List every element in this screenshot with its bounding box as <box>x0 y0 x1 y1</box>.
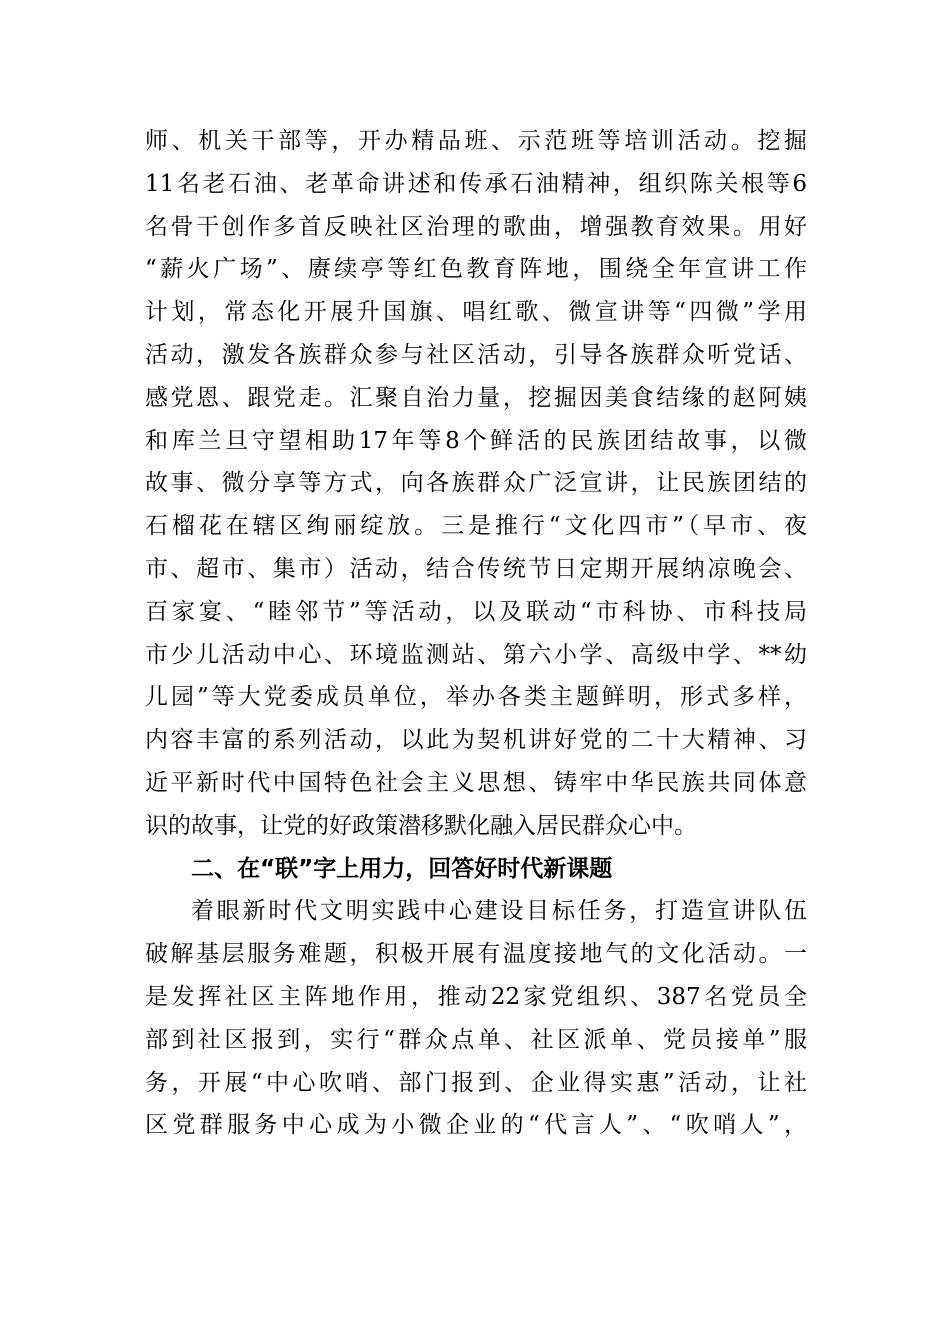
text-line: 名骨干创作多首反映社区治理的歌曲，增强教育效果。用好 <box>145 213 807 240</box>
text-line: 石榴花在辖区绚丽绽放。三是推行“文化四市”（早市、夜 <box>145 513 807 540</box>
text-line: 市、超市、集市）活动，结合传统节日定期开展纳凉晚会、 <box>145 555 807 582</box>
text-line: 师、机关干部等，开办精品班、示范班等培训活动。挖掘 <box>145 128 807 154</box>
text-line: 是发挥社区主阵地作用，推动22家党组织、387名党员全 <box>145 983 807 1010</box>
text-line: 计划，常态化开展升国旗、唱红歌、微宣讲等“四微”学用 <box>145 299 807 326</box>
text-line: 部到社区报到，实行“群众点单、社区派单、党员接单”服 <box>145 1026 807 1053</box>
text-line: 故事、微分享等方式，向各族群众广泛宣讲，让民族团结的 <box>145 470 807 497</box>
text-line: “薪火广场”、赓续亭等红色教育阵地，围绕全年宣讲工作 <box>145 256 807 283</box>
text-line: 务，开展“中心吹哨、部门报到、企业得实惠”活动，让社 <box>145 1069 807 1096</box>
text-line: 和库兰旦守望相助17年等8个鲜活的民族团结故事，以微 <box>145 427 807 454</box>
text-line: 百家宴、“睦邻节”等活动，以及联动“市科协、市科技局 <box>145 598 807 625</box>
paragraph-2 <box>145 890 807 1147</box>
section-heading: 二、在“联”字上用力，回答好时代新课题 <box>191 855 613 882</box>
text-line: 识的故事，让党的好政策潜移默化融入居民群众心中。 <box>145 812 697 839</box>
text-line: 儿园”等大党委成员单位，举办各类主题鲜明，形式多样， <box>145 684 807 711</box>
text-line: 市少儿活动中心、环境监测站、第六小学、高级中学、**幼 <box>145 641 807 668</box>
text-line: 破解基层服务难题，积极开展有温度接地气的文化活动。一 <box>145 941 807 968</box>
text-line: 着眼新时代文明实践中心建设目标任务，打造宣讲队伍 <box>191 898 807 925</box>
document-body <box>145 120 807 1147</box>
text-line: 11名老石油、老革命讲述和传承石油精神，组织陈关根等6 <box>145 170 807 197</box>
paragraph-1 <box>145 120 807 848</box>
text-line: 近平新时代中国特色社会主义思想、铸牢中华民族共同体意 <box>145 769 807 796</box>
text-line: 区党群服务中心成为小微企业的“代言人”、“吹哨人”， <box>145 1112 807 1139</box>
text-line: 内容丰富的系列活动，以此为契机讲好党的二十大精神、习 <box>145 727 807 754</box>
text-line: 活动，激发各族群众参与社区活动，引导各族群众听党话、 <box>145 341 807 368</box>
text-line: 感党恩、跟党走。汇聚自治力量，挖掘因美食结缘的赵阿姨 <box>145 384 807 411</box>
